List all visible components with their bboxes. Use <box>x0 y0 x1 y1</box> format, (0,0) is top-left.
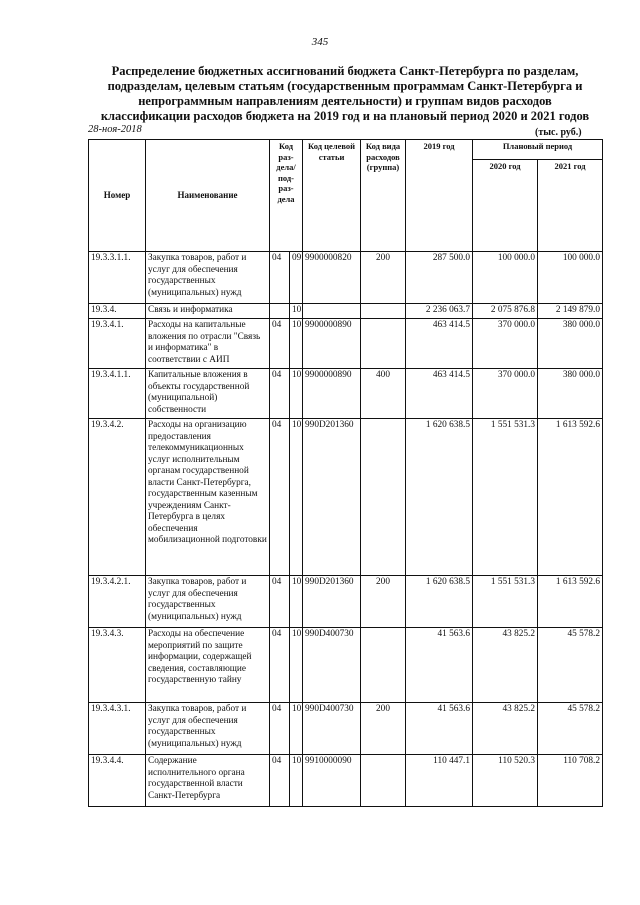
row-subsection: 10 <box>290 628 303 703</box>
row-2020: 1 551 531.3 <box>473 419 538 576</box>
row-2020: 370 000.0 <box>473 319 538 369</box>
row-subsection: 10 <box>290 576 303 628</box>
table-row <box>89 252 603 304</box>
table-row <box>89 703 603 755</box>
row-expense-type <box>361 628 406 703</box>
row-number: 19.3.4.1.1. <box>89 369 146 419</box>
header-section: Код раз-дела/ под-раз-дела <box>270 140 303 252</box>
header-planned-period: Плановый период <box>473 140 603 160</box>
row-name: Содержание исполнительного органа государственной власти Санкт-Петербурга <box>146 755 270 807</box>
row-number: 19.3.4.1. <box>89 319 146 369</box>
row-target: 990D201360 <box>303 419 361 576</box>
row-subsection: 10 <box>290 319 303 369</box>
header-2020: 2020 год <box>473 160 538 252</box>
row-2020: 2 075 876.8 <box>473 304 538 319</box>
table-header <box>89 140 603 252</box>
header-name: Наименование <box>146 140 270 252</box>
row-2019: 287 500.0 <box>406 252 473 304</box>
row-name: Закупка товаров, работ и услуг для обеспечения государственных (муниципальных) нужд <box>146 703 270 755</box>
row-subsection: 09 <box>290 252 303 304</box>
row-2021: 1 613 592.6 <box>538 419 603 576</box>
row-2019: 463 414.5 <box>406 319 473 369</box>
table-row <box>89 628 603 703</box>
row-2021: 380 000.0 <box>538 369 603 419</box>
row-2019: 110 447.1 <box>406 755 473 807</box>
row-2019: 41 563.6 <box>406 628 473 703</box>
document-date: 28-ноя-2018 <box>88 124 142 135</box>
row-section: 04 <box>270 755 290 807</box>
row-number: 19.3.4. <box>89 304 146 319</box>
row-2019: 41 563.6 <box>406 703 473 755</box>
row-expense-type <box>361 419 406 576</box>
row-target: 9900000890 <box>303 319 361 369</box>
row-name: Капитальные вложения в объекты государственной (муниципальной) собственности <box>146 369 270 419</box>
row-expense-type <box>361 755 406 807</box>
row-2019: 1 620 638.5 <box>406 576 473 628</box>
row-number: 19.3.3.1.1. <box>89 252 146 304</box>
row-2021: 45 578.2 <box>538 628 603 703</box>
table-row <box>89 576 603 628</box>
row-2020: 43 825.2 <box>473 628 538 703</box>
row-2019: 2 236 063.7 <box>406 304 473 319</box>
row-section: 04 <box>270 703 290 755</box>
header-expense-type: Код вида расходов (группа) <box>361 140 406 252</box>
row-target: 990D400730 <box>303 628 361 703</box>
row-target: 990D400730 <box>303 703 361 755</box>
row-expense-type <box>361 304 406 319</box>
row-2021: 110 708.2 <box>538 755 603 807</box>
row-expense-type: 200 <box>361 252 406 304</box>
row-section: 04 <box>270 419 290 576</box>
row-2021: 45 578.2 <box>538 703 603 755</box>
row-2021: 2 149 879.0 <box>538 304 603 319</box>
document-title: Распределение бюджетных ассигнований бюджета Санкт-Петербурга по разделам, подразделам, целевым статьям (государственным программам Санкт-Петербурга и непрограммным направлениям деятельности) и группам видов расходов классификации расходов бюджета на 2019 год и на плановый период 2020 и 2021 годов <box>100 64 590 123</box>
row-2021: 100 000.0 <box>538 252 603 304</box>
row-2020: 110 520.3 <box>473 755 538 807</box>
row-section: 04 <box>270 576 290 628</box>
row-subsection: 10 <box>290 419 303 576</box>
row-target: 9910000090 <box>303 755 361 807</box>
row-2021: 380 000.0 <box>538 319 603 369</box>
table-row <box>89 304 603 319</box>
row-subsection: 10 <box>290 703 303 755</box>
table-row <box>89 419 603 576</box>
row-expense-type: 200 <box>361 703 406 755</box>
row-number: 19.3.4.4. <box>89 755 146 807</box>
row-target: 9900000890 <box>303 369 361 419</box>
row-name: Связь и информатика <box>146 304 270 319</box>
row-2020: 43 825.2 <box>473 703 538 755</box>
header-2021: 2021 год <box>538 160 603 252</box>
row-expense-type <box>361 319 406 369</box>
row-2021: 1 613 592.6 <box>538 576 603 628</box>
row-subsection: 10 <box>290 304 303 319</box>
row-subsection: 10 <box>290 369 303 419</box>
row-section: 04 <box>270 628 290 703</box>
table-body <box>89 252 603 807</box>
row-target: 990D201360 <box>303 576 361 628</box>
page-number: 345 <box>311 36 329 48</box>
row-name: Закупка товаров, работ и услуг для обеспечения государственных (муниципальных) нужд <box>146 576 270 628</box>
row-2020: 370 000.0 <box>473 369 538 419</box>
row-subsection: 10 <box>290 755 303 807</box>
row-name: Расходы на организацию предоставления телекоммуникационных услуг исполнительным органам государственной власти Санкт-Петербурга, государственным казенным учреждениям Санкт-Петербурга в целях обеспечения мобилизационной подготовки <box>146 419 270 576</box>
table-row <box>89 319 603 369</box>
row-number: 19.3.4.2.1. <box>89 576 146 628</box>
units-label: (тыс. руб.) <box>535 127 582 138</box>
header-2019: 2019 год <box>406 140 473 252</box>
row-section: 04 <box>270 369 290 419</box>
row-section: 04 <box>270 319 290 369</box>
row-expense-type: 400 <box>361 369 406 419</box>
row-expense-type: 200 <box>361 576 406 628</box>
row-section <box>270 304 290 319</box>
row-number: 19.3.4.3. <box>89 628 146 703</box>
row-2019: 463 414.5 <box>406 369 473 419</box>
row-2019: 1 620 638.5 <box>406 419 473 576</box>
budget-table <box>88 139 603 807</box>
row-name: Расходы на капитальные вложения по отрасли "Связь и информатика" в соответствии с АИП <box>146 319 270 369</box>
row-2020: 1 551 531.3 <box>473 576 538 628</box>
table-row <box>89 755 603 807</box>
row-number: 19.3.4.2. <box>89 419 146 576</box>
row-2020: 100 000.0 <box>473 252 538 304</box>
row-target: 9900000820 <box>303 252 361 304</box>
table-row <box>89 369 603 419</box>
row-section: 04 <box>270 252 290 304</box>
row-name: Закупка товаров, работ и услуг для обеспечения государственных (муниципальных) нужд <box>146 252 270 304</box>
row-number: 19.3.4.3.1. <box>89 703 146 755</box>
row-target <box>303 304 361 319</box>
header-target: Код целевой статьи <box>303 140 361 252</box>
header-number: Номер <box>89 140 146 252</box>
row-name: Расходы на обеспечение мероприятий по защите информации, содержащей сведения, составляющие государственную тайну <box>146 628 270 703</box>
